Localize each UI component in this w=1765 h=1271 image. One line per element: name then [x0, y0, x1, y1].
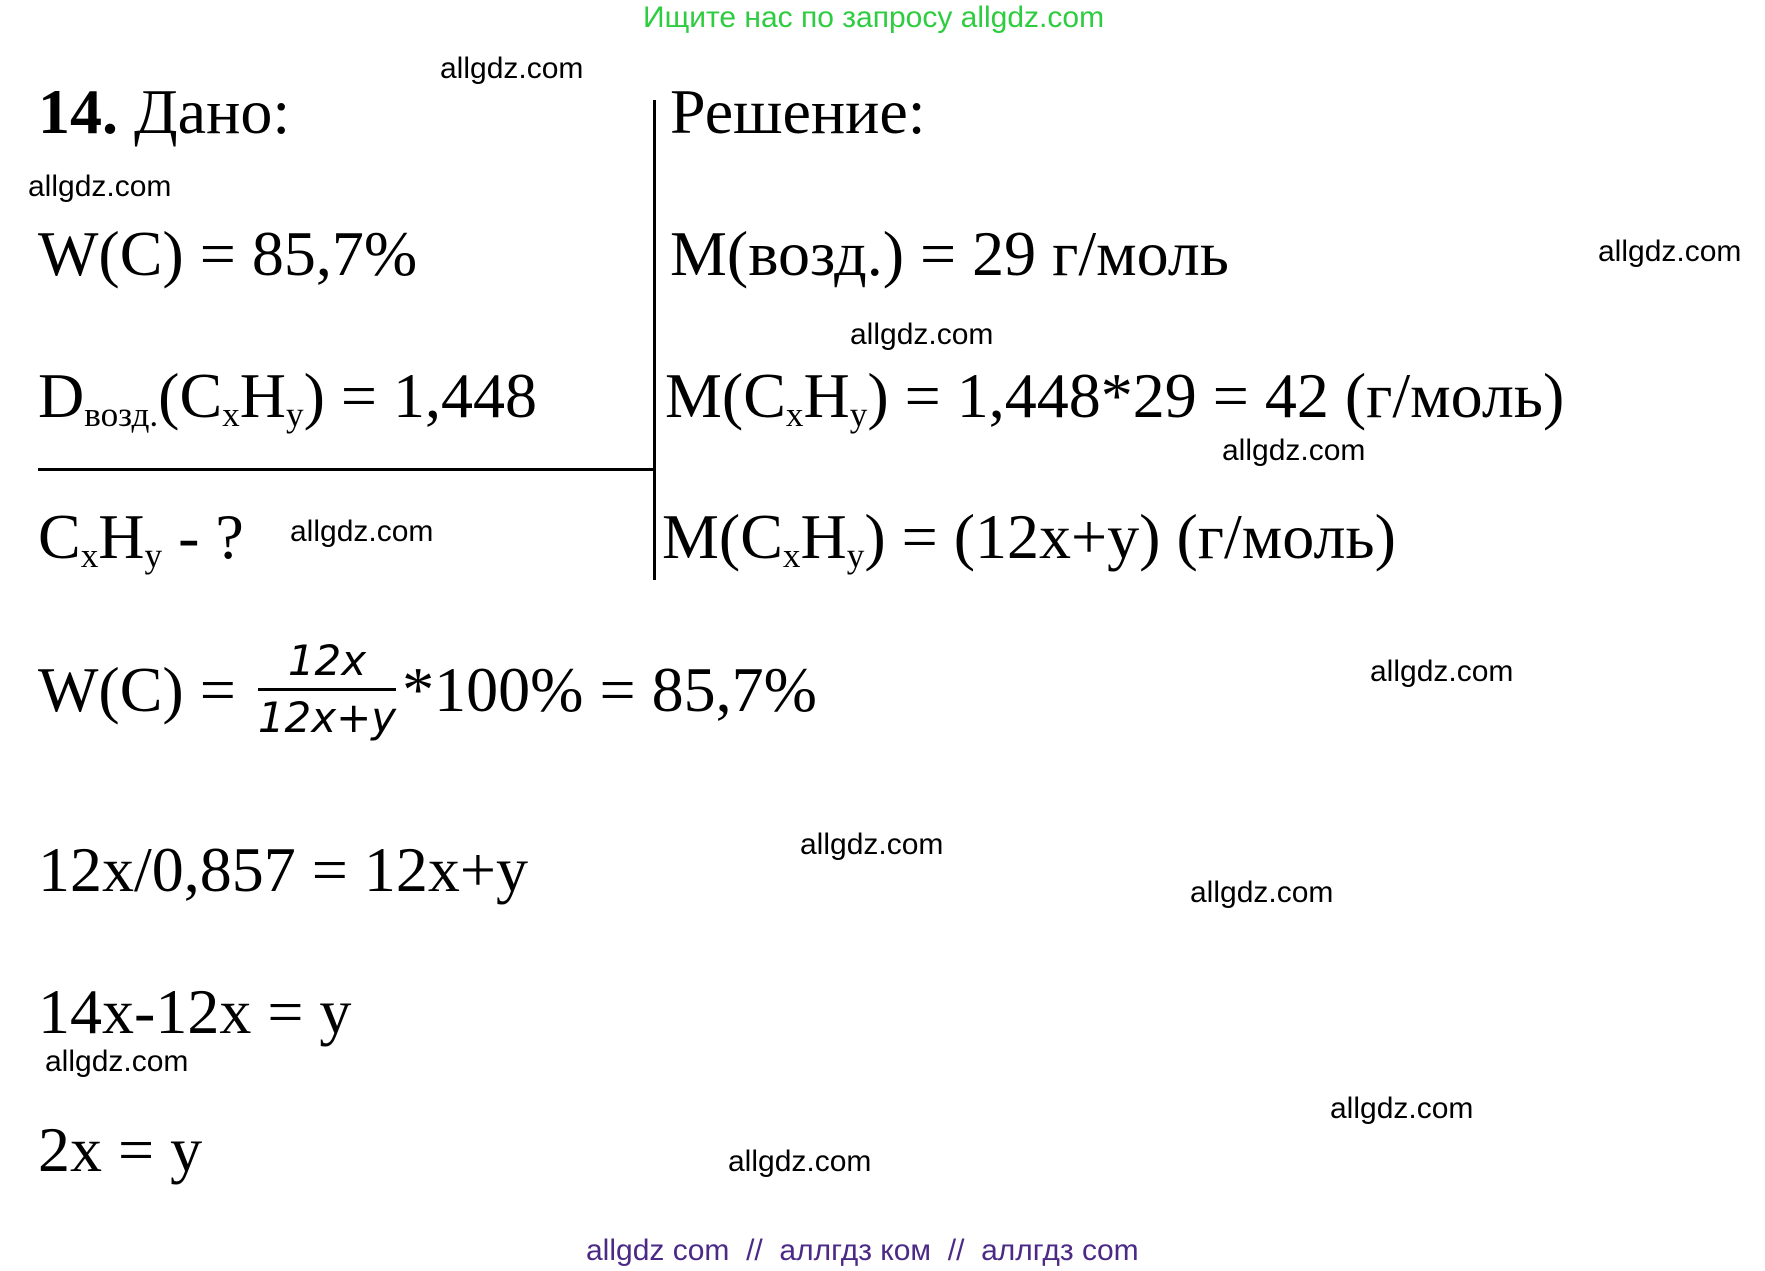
solution-molar-mass-expr: [662, 501, 1396, 575]
equation-rhs: *100% = 85,7%: [402, 653, 817, 725]
subscript-x: x: [80, 535, 99, 575]
formula-part: H: [98, 501, 145, 572]
formula-part: ) = 1,448*29 = 42 (г/моль): [867, 360, 1565, 431]
watermark: allgdz.com: [1330, 1092, 1474, 1125]
given-mass-fraction: W(C) = 85,7%: [38, 218, 418, 289]
subscript-y: y: [849, 394, 868, 434]
fraction-numerator: 12x: [258, 640, 396, 691]
step-4: 2x = y: [38, 1114, 203, 1185]
fraction-denominator: 12x+y: [257, 693, 397, 742]
density-subscript: возд.: [84, 394, 159, 434]
watermark: allgdz.com: [28, 170, 172, 203]
equation-lhs: W(C) =: [38, 653, 252, 725]
problem-number: 14.: [38, 76, 118, 147]
formula-part: ) = 1,448: [303, 360, 537, 431]
horizontal-divider: [38, 468, 654, 471]
watermark: allgdz.com: [290, 515, 434, 548]
solution-heading: Решение:: [670, 76, 926, 147]
subscript-x: x: [222, 394, 240, 434]
formula-part: H: [803, 360, 850, 431]
formula-part: - ?: [162, 501, 244, 572]
step-3: 14x-12x = y: [38, 976, 352, 1047]
subscript-y: y: [144, 535, 163, 575]
watermark: allgdz.com: [440, 52, 584, 85]
solution-air-mass: M(возд.) = 29 г/моль: [670, 218, 1229, 289]
mass-fraction-equation: [38, 636, 817, 742]
subscript-x: x: [785, 394, 804, 434]
watermark: allgdz.com: [850, 318, 994, 351]
watermark: allgdz.com: [800, 828, 944, 861]
formula-part: H: [239, 360, 286, 431]
formula-part: (C: [158, 360, 223, 431]
watermark: allgdz.com: [45, 1045, 189, 1078]
subscript-y: y: [285, 394, 304, 434]
subscript-y: y: [846, 535, 865, 575]
watermark: allgdz.com: [728, 1145, 872, 1178]
density-symbol: D: [38, 360, 85, 431]
watermark: allgdz.com: [1598, 235, 1742, 268]
bottom-banner[interactable]: allgdz com // аллгдз ком // аллгдз com: [586, 1234, 1139, 1267]
problem-header: [38, 76, 291, 147]
watermark: allgdz.com: [1222, 434, 1366, 467]
formula-part: C: [38, 501, 81, 572]
formula-part: M(C: [662, 501, 783, 572]
fraction: [257, 636, 397, 742]
vertical-divider: [653, 100, 656, 580]
given-heading: Дано:: [134, 76, 291, 147]
top-banner[interactable]: Ищите нас по запросу allgdz.com: [643, 1, 1105, 34]
find-formula: [38, 501, 244, 575]
watermark: allgdz.com: [1190, 876, 1334, 909]
watermark: allgdz.com: [1370, 655, 1514, 688]
formula-part: H: [800, 501, 847, 572]
step-2: 12x/0,857 = 12x+y: [38, 834, 528, 905]
subscript-x: x: [782, 535, 801, 575]
formula-part: ) = (12x+y) (г/моль): [864, 501, 1396, 572]
formula-part: M(C: [665, 360, 786, 431]
given-relative-density: [38, 360, 537, 434]
solution-molar-mass: [665, 360, 1565, 434]
